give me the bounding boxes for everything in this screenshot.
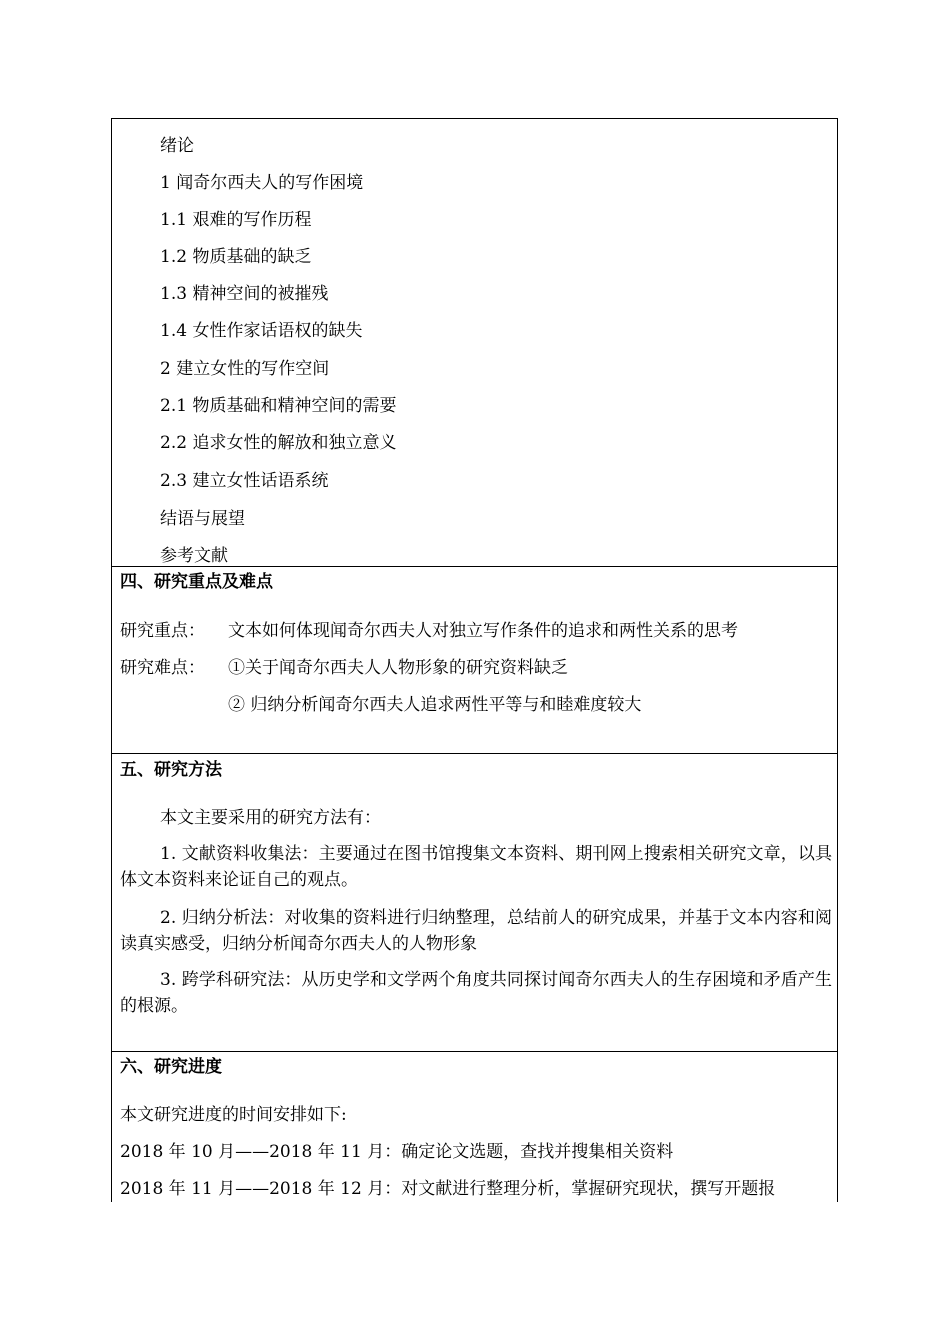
row-divider <box>112 1051 837 1052</box>
section-heading: 四、研究重点及难点 <box>120 572 273 592</box>
outline-item: 2 建立女性的写作空间 <box>160 359 330 379</box>
key-point-text: 文本如何体现闻奇尔西夫人对独立写作条件的追求和两性关系的思考 <box>228 621 738 641</box>
method-paragraph: 3. 跨学科研究法：从历史学和文学两个角度共同探讨闻奇尔西夫人的生存困境和矛盾产生的根源。 <box>120 970 832 1016</box>
outline-item: 1 闻奇尔西夫人的写作困境 <box>160 173 364 193</box>
outline-item: 2.1 物质基础和精神空间的需要 <box>160 396 397 416</box>
method-paragraph: 2. 归纳分析法：对收集的资料进行归纳整理，总结前人的研究成果，并基于文本内容和阅读真实感受，归纳分析闻奇尔西夫人的人物形象 <box>120 908 832 954</box>
row-divider <box>112 566 837 567</box>
outline-item: 参考文献 <box>160 546 228 566</box>
key-point-label: 研究重点： <box>120 621 205 641</box>
outline-item: 2.3 建立女性话语系统 <box>160 471 329 491</box>
method-paragraph: 1. 文献资料收集法：主要通过在图书馆搜集文本资料、期刊网上搜索相关研究文章，以具体文本资料来论证自己的观点。 <box>120 844 832 890</box>
outline-item: 1.2 物质基础的缺乏 <box>160 247 312 267</box>
schedule-row: 2018 年 11 月——2018 年 12 月：对文献进行整理分析，掌握研究现状，撰写开题报 <box>120 1179 776 1199</box>
schedule-intro: 本文研究进度的时间安排如下: <box>120 1105 347 1125</box>
difficulty-item: ② 归纳分析闻奇尔西夫人追求两性平等与和睦难度较大 <box>228 695 642 715</box>
section-heading: 五、研究方法 <box>120 760 222 780</box>
difficulty-item: ①关于闻奇尔西夫人人物形象的研究资料缺乏 <box>228 658 568 678</box>
outline-item: 1.4 女性作家话语权的缺失 <box>160 321 363 341</box>
outline-item: 2.2 追求女性的解放和独立意义 <box>160 433 397 453</box>
schedule-row: 2018 年 10 月——2018 年 11 月：确定论文选题，查找并搜集相关资料 <box>120 1142 674 1162</box>
outline-item: 1.1 艰难的写作历程 <box>160 210 312 230</box>
outline-item: 1.3 精神空间的被摧残 <box>160 284 329 304</box>
row-divider <box>112 753 837 754</box>
section-heading: 六、研究进度 <box>120 1057 222 1077</box>
proposal-table <box>111 118 838 1202</box>
methods-intro: 本文主要采用的研究方法有： <box>160 808 381 828</box>
difficulty-label: 研究难点： <box>120 658 205 678</box>
outline-item: 绪论 <box>160 136 194 156</box>
outline-item: 结语与展望 <box>160 509 245 529</box>
